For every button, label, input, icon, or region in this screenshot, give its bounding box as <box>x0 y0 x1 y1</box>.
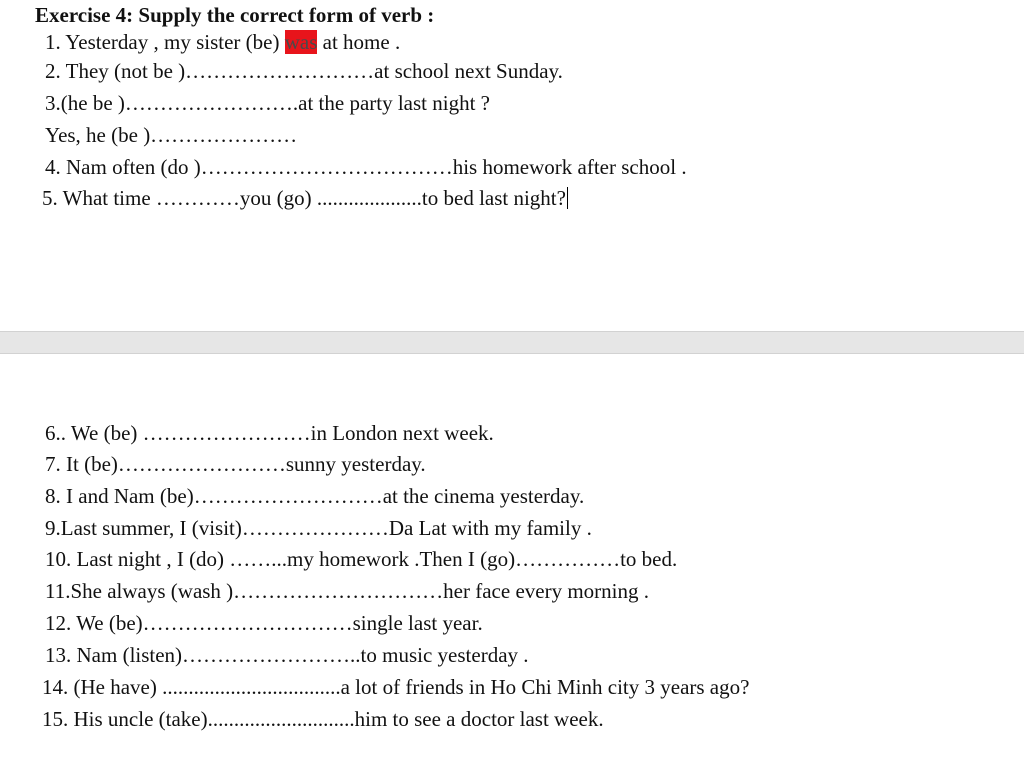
document-page-1 <box>0 0 1024 331</box>
question-14: 14. (He have) ..................................a lot of friends in Ho Chi Minh city 3 years ago? <box>42 675 750 699</box>
question-2: 2. They (not be )………………………at school next Sunday. <box>45 59 563 83</box>
question-13: 13. Nam (listen)……………………..to music yesterday . <box>45 643 529 667</box>
question-10: 10. Last night , I (do) ……...my homework .Then I (go)……………to bed. <box>45 547 678 571</box>
text-cursor <box>567 187 568 209</box>
exercise-title: Exercise 4: Supply the correct form of verb : <box>35 3 435 27</box>
question-5-text: 5. What time …………you (go) ....................to bed last night? <box>42 186 566 210</box>
document-page-2 <box>0 354 1024 765</box>
question-5 <box>42 185 568 211</box>
question-1-text: 1. Yesterday , my sister (be) <box>45 30 285 54</box>
question-3: 3.(he be )…………………….at the party last night ? <box>45 91 490 115</box>
question-6: 6.. We (be) ……………………in London next week. <box>45 421 494 445</box>
answer-highlight: was <box>284 30 318 54</box>
question-1 <box>45 29 400 55</box>
question-3-answer-line: Yes, he (be )………………… <box>45 123 298 147</box>
question-1-tail: at home . <box>317 30 401 54</box>
question-15: 15. His uncle (take)............................him to see a doctor last week. <box>42 707 604 731</box>
question-7: 7. It (be)……………………sunny yesterday. <box>45 452 426 476</box>
page-separator <box>0 331 1024 354</box>
question-11: 11.She always (wash )…………………………her face every morning . <box>45 579 649 603</box>
question-9: 9.Last summer, I (visit)…………………Da Lat with my family . <box>45 516 592 540</box>
question-12: 12. We (be)…………………………single last year. <box>45 611 483 635</box>
question-8: 8. I and Nam (be)………………………at the cinema yesterday. <box>45 484 585 508</box>
question-4: 4. Nam often (do )………………………………his homework after school . <box>45 155 687 179</box>
